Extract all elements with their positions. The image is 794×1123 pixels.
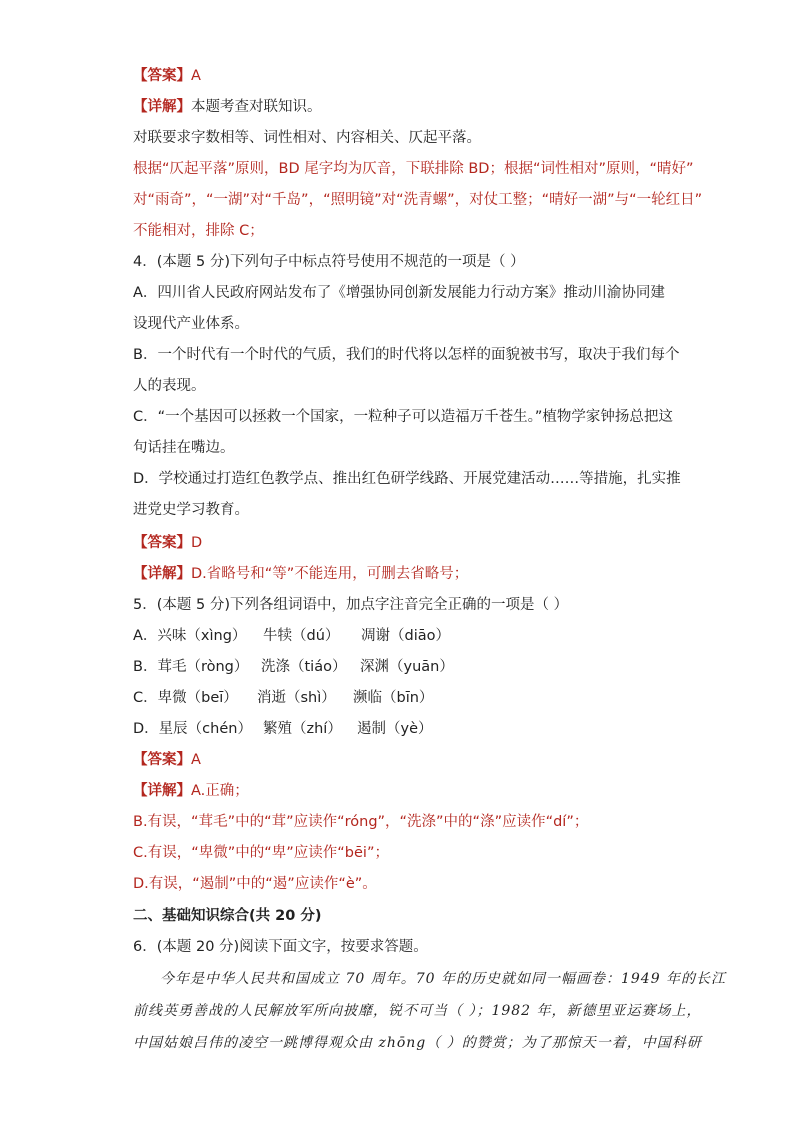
detail-text: A.正确；	[191, 783, 249, 799]
q5-answer-line	[133, 750, 201, 770]
answer-tag: 【答案】	[133, 535, 191, 551]
q5-option-a	[133, 626, 450, 646]
answer-value: D	[191, 535, 203, 551]
q5-b-word1: B．茸毛（ròng）	[133, 659, 249, 675]
q4-option-c-line1: C．“一个基因可以拯救一个国家，一粒种子可以造福万千苍生。”植物学家钟扬总把这	[133, 409, 673, 425]
section-title: 二、基础知识综合(共 20 分)	[133, 908, 322, 924]
q5-option-b	[133, 657, 454, 677]
answer-tag: 【答案】	[133, 68, 191, 84]
answer-tag: 【答案】	[133, 752, 191, 768]
q3-analysis-3: 不能相对，排除 C；	[133, 223, 264, 239]
q4-option-c-line2: 句话挂在嘴边。	[133, 440, 235, 456]
q4-option-a-line1: A．四川省人民政府网站发布了《增强协同创新发展能力行动方案》推动川渝协同建	[133, 285, 665, 301]
q3-detail-line	[133, 97, 322, 117]
detail-tag: 【详解】	[133, 783, 191, 799]
q3-answer-line	[133, 66, 201, 86]
detail-tag: 【详解】	[133, 99, 191, 115]
q5-note-b: B.有误，“茸毛”中的“茸”应读作“róng”，“洗涤”中的“涤”应读作“dí”；	[133, 814, 589, 830]
q4-option-b-line1: B．一个时代有一个时代的气质，我们的时代将以怎样的面貌被书写，取决于我们每个	[133, 347, 680, 363]
q4-detail-line	[133, 564, 468, 584]
detail-text: D.省略号和“等”不能连用，可删去省略号；	[191, 566, 469, 582]
answer-value: A	[191, 68, 201, 84]
q5-note-d: D.有误，“遏制”中的“遏”应读作“è”。	[133, 876, 377, 892]
q3-rule: 对联要求字数相等、词性相对、内容相关、仄起平落。	[133, 130, 481, 146]
q3-analysis-2: 对“雨奇”，“一湖”对“千岛”，“照明镜”对“洗青螺”，对仗工整；“晴好一湖”与“一轮红日”	[133, 192, 703, 208]
q6-passage-line1: 今年是中华人民共和国成立 70 周年。70 年的历史就如同一幅画卷：1949 年的长江	[160, 971, 727, 987]
q5-c-word1: C．卑微（beī）	[133, 690, 238, 706]
q5-a-word1: A．兴味（xìng）	[133, 628, 247, 644]
q4-option-d-line2: 进党史学习教育。	[133, 502, 249, 518]
q5-option-c	[133, 688, 433, 708]
q5-d-word1: D．星辰（chén）	[133, 721, 252, 737]
q5-detail-line	[133, 781, 249, 801]
q5-note-c: C.有误，“卑微”中的“卑”应读作“bēi”；	[133, 845, 389, 861]
q4-option-a-line2: 设现代产业体系。	[133, 316, 249, 332]
q4-answer-line	[133, 533, 202, 553]
q5-a-word2: 牛犊（dú）	[263, 628, 340, 644]
q6-passage-line2: 前线英勇善战的人民解放军所向披靡，锐不可当（ ）；1982 年，新德里亚运赛场上，	[133, 1003, 702, 1019]
q5-c-word3: 濒临（bīn）	[353, 690, 434, 706]
q5-c-word2: 消逝（shì）	[257, 690, 336, 706]
q5-stem: 5．(本题 5 分)下列各组词语中，加点字注音完全正确的一项是（ ）	[133, 597, 569, 613]
q5-b-word2: 洗涤（tiáo）	[261, 659, 347, 675]
q5-d-word3: 遏制（yè）	[357, 721, 433, 737]
q4-stem: 4．(本题 5 分)下列句子中标点符号使用不规范的一项是（ ）	[133, 254, 525, 270]
q6-passage-line3: 中国姑娘吕伟的凌空一跳博得观众由 zhōng（ ）的赞赏；为了那惊天一着，中国科研	[133, 1035, 702, 1051]
q4-option-d-line1: D．学校通过打造红色教学点、推出红色研学线路、开展党建活动……等措施，扎实推	[133, 471, 681, 487]
detail-tag: 【详解】	[133, 566, 191, 582]
answer-value: A	[191, 752, 201, 768]
q5-a-word3: 凋谢（diāo）	[361, 628, 450, 644]
q5-b-word3: 深渊（yuān）	[360, 659, 454, 675]
q5-option-d	[133, 719, 433, 739]
q6-stem: 6．(本题 20 分)阅读下面文字，按要求答题。	[133, 939, 428, 955]
q5-d-word2: 繁殖（zhí）	[263, 721, 342, 737]
detail-text: 本题考查对联知识。	[191, 99, 322, 115]
q3-analysis-1: 根据“仄起平落”原则，BD 尾字均为仄音，下联排除 BD；根据“词性相对”原则，“晴好”	[133, 161, 694, 177]
q4-option-b-line2: 人的表现。	[133, 378, 206, 394]
